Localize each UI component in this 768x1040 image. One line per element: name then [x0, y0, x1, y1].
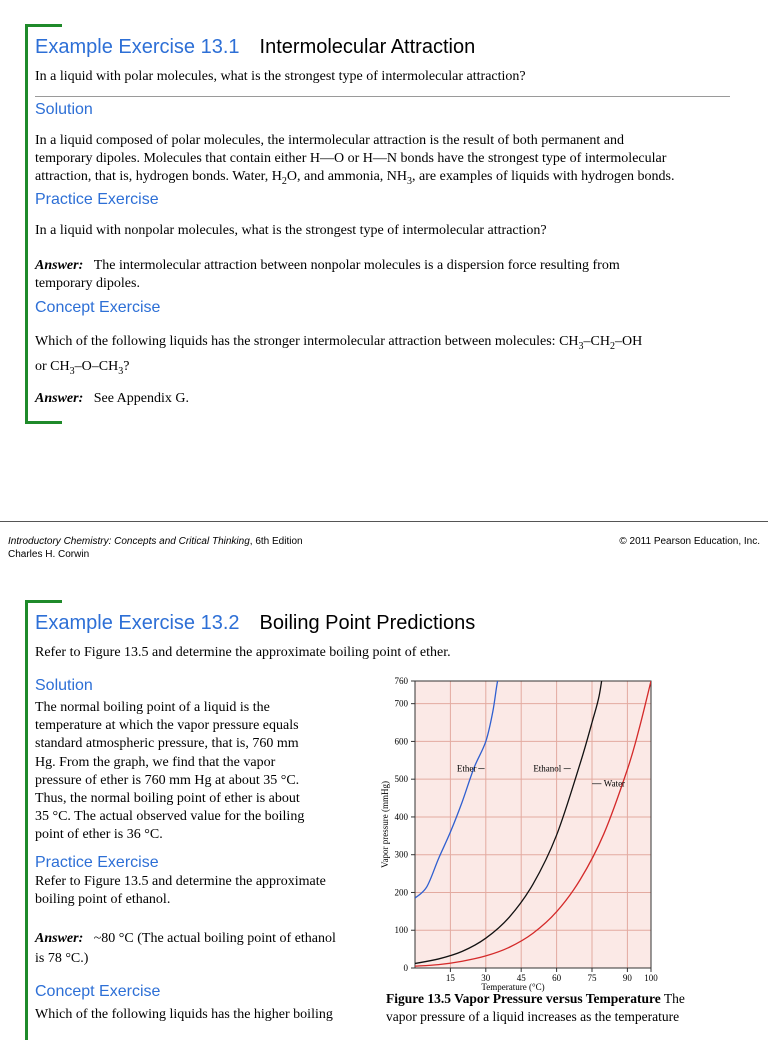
y-tick-label: 500	[394, 774, 408, 785]
answer-label: Answer:	[35, 258, 84, 273]
y-tick-label: 0	[403, 963, 408, 973]
concept-answer	[35, 390, 189, 408]
x-tick-label: 75	[587, 973, 597, 983]
question-text: In a liquid with polar molecules, what is the strongest type of intermolecular attraction?	[35, 69, 526, 84]
concept-heading: Concept Exercise	[35, 299, 161, 316]
divider	[35, 96, 730, 97]
solution-line: point of ether is 36 °C.	[35, 827, 163, 843]
solution-heading: Solution	[35, 101, 93, 118]
practice-heading: Practice Exercise	[35, 854, 159, 871]
solution-line: The normal boiling point of a liquid is the	[35, 700, 270, 715]
copyright: © 2011 Pearson Education, Inc.	[619, 536, 760, 547]
solution-line: standard atmospheric pressure, that is, 760 mm	[35, 736, 299, 752]
concept-question: Which of the following liquids has the higher boiling	[35, 1007, 333, 1022]
solution-line: pressure of ether is 760 mm Hg at about 35 °C.	[35, 772, 300, 788]
answer-text: is 78 °C.)	[35, 951, 89, 966]
series-label-ether: Ether	[456, 763, 477, 774]
practice-answer	[35, 929, 375, 969]
example-number: Example Exercise 13.2	[35, 612, 240, 634]
y-tick-label: 300	[394, 849, 408, 860]
practice-question: Refer to Figure 13.5 and determine the approximate boiling point of ethanol.	[35, 874, 326, 907]
example-number: Example Exercise 13.1	[35, 36, 240, 58]
y-tick-label: 600	[394, 736, 408, 747]
edition: , 6th Edition	[249, 536, 303, 547]
answer-label: Answer:	[35, 931, 84, 946]
y-tick-label: 100	[394, 925, 408, 936]
concept-question: Which of the following liquids has the stronger intermolecular attraction between molecules: $CH_3-CH_2-OH$ or $CH_3-O-CH_3$?	[35, 334, 643, 377]
slide1-title	[35, 36, 475, 59]
solution-text	[35, 699, 375, 845]
y-tick-label: 200	[394, 887, 408, 898]
bracket-bottom-cap	[25, 421, 62, 424]
practice-heading: Practice Exercise	[35, 191, 159, 208]
slide1-bracket	[25, 24, 28, 424]
y-tick-label: 400	[394, 811, 408, 822]
y-tick-label: 700	[394, 698, 408, 709]
solution-line: Hg. From the graph, we find that the vapor	[35, 754, 276, 770]
solution-heading: Solution	[35, 677, 93, 694]
practice-answer	[35, 257, 735, 293]
answer-text: The intermolecular attraction between nonpolar molecules is a dispersion force resulting from	[93, 258, 620, 273]
solution-line: Thus, the normal boiling point of ether is about	[35, 791, 300, 807]
caption-bold: Figure 13.5 Vapor Pressure versus Temperature	[386, 991, 661, 1006]
solution-line: attraction, that is, hydrogen bonds. Water, $H_2O$, and ammonia, $NH_3$, are examples of liquids with hydrogen bonds.	[35, 169, 675, 187]
practice-question: In a liquid with nonpolar molecules, what is the strongest type of intermolecular attraction?	[35, 223, 547, 238]
solution-line: In a liquid composed of polar molecules, the intermolecular attraction is the result of both permanent and	[35, 133, 624, 148]
x-tick-label: 60	[552, 973, 562, 983]
answer-text: ~80 °C (The actual boiling point of ethanol	[93, 931, 336, 946]
series-label-water: Water	[603, 778, 626, 789]
solution-line: temporary dipoles. Molecules that contain either H—O or H—N bonds have the strongest type of intermolecular	[35, 151, 667, 166]
example-title: Intermolecular Attraction	[259, 36, 476, 58]
solution-text	[35, 132, 735, 191]
x-tick-label: 30	[481, 973, 491, 983]
x-axis-label: Temperature (°C)	[481, 982, 545, 992]
solution-line: 35 °C. The actual observed value for the boiling	[35, 809, 305, 825]
solution-line: temperature at which the vapor pressure equals	[35, 718, 299, 734]
example-title: Boiling Point Predictions	[259, 612, 476, 634]
caption-text: The	[660, 991, 685, 1006]
x-tick-label: 90	[622, 973, 632, 983]
answer-text: See Appendix G.	[93, 391, 189, 406]
author: Charles H. Corwin	[8, 549, 90, 560]
vapor-pressure-chart	[376, 672, 716, 992]
answer-label: Answer:	[35, 391, 84, 406]
caption-text: vapor pressure of a liquid increases as the temperature	[386, 1009, 680, 1024]
answer-text: temporary dipoles.	[35, 276, 140, 291]
book-title: Introductory Chemistry: Concepts and Critical Thinking	[8, 536, 250, 547]
slide2-bracket	[25, 600, 28, 1040]
bracket-top-cap	[25, 600, 62, 603]
footer-left	[8, 535, 303, 561]
bracket-top-cap	[25, 24, 62, 27]
series-label-ethanol: Ethanol	[533, 763, 562, 774]
footer-rule	[0, 521, 768, 522]
figure-caption	[386, 990, 766, 1026]
y-axis-label: Vapor pressure (mmHg)	[380, 781, 390, 868]
question-text: Refer to Figure 13.5 and determine the approximate boiling point of ether.	[35, 645, 451, 660]
concept-heading: Concept Exercise	[35, 983, 161, 1000]
x-tick-label: 100	[644, 973, 658, 983]
y-tick-label: 760	[394, 676, 408, 686]
x-tick-label: 15	[445, 973, 455, 983]
slide2-title	[35, 612, 475, 635]
x-tick-label: 45	[516, 973, 526, 983]
